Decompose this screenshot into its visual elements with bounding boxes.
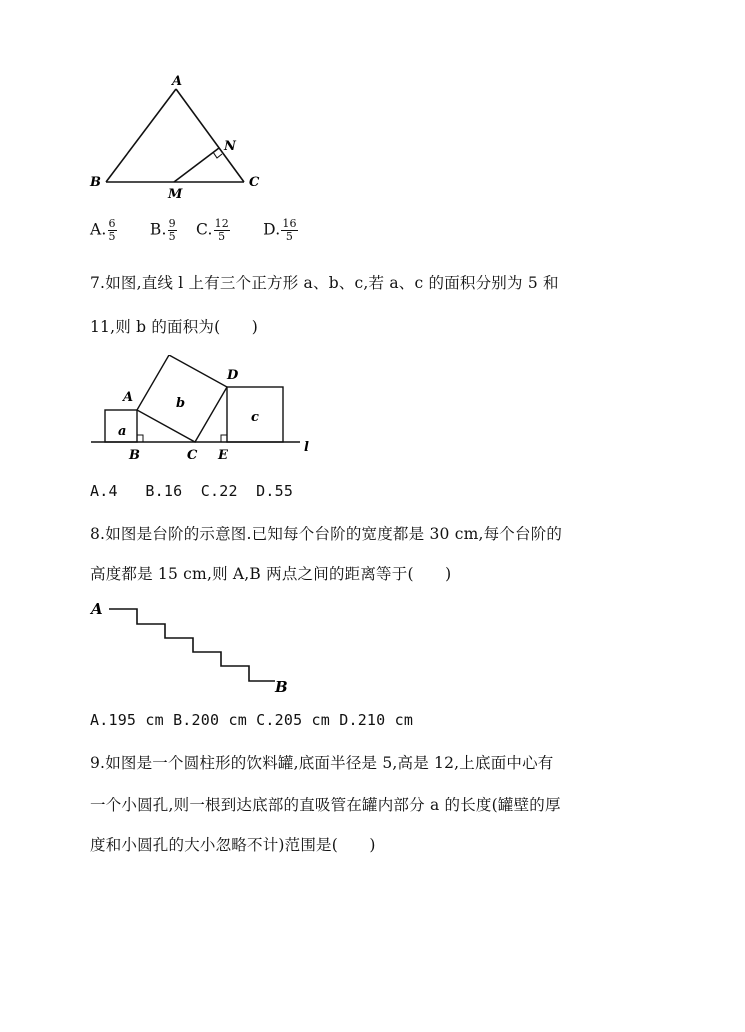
label-square-a: a	[118, 424, 127, 439]
label-n: N	[224, 139, 236, 154]
label-d: D	[227, 368, 239, 383]
option-label: A.	[90, 220, 107, 239]
q7-options: A.4 B.16 C.22 D.55	[90, 482, 294, 500]
side-ab	[106, 89, 176, 182]
label-l: l	[304, 440, 309, 455]
numerator: 9	[168, 217, 176, 230]
denominator: 5	[285, 229, 294, 243]
option-label: B.	[149, 220, 167, 239]
label-m: M	[168, 187, 183, 202]
right-angle-mark-b	[137, 435, 143, 442]
label-a: A	[172, 74, 183, 89]
label-a: A	[91, 600, 103, 618]
q9-line-1: 9.如图是一个圆柱形的饮料罐,底面半径是 5,高是 12,上底面中心有	[90, 754, 554, 772]
right-angle-mark	[213, 152, 222, 158]
steps	[109, 609, 275, 681]
staircase-figure	[85, 596, 305, 696]
numerator: 16	[282, 217, 297, 230]
label-square-b: b	[176, 396, 186, 411]
numerator: 6	[108, 217, 116, 230]
option-label: C.	[195, 220, 213, 239]
segment-mn	[174, 148, 219, 182]
q8-line-1: 8.如图是台阶的示意图.已知每个台阶的宽度都是 30 cm,每个台阶的	[90, 525, 563, 543]
fraction	[281, 218, 297, 242]
q6-option-a	[90, 218, 117, 242]
fraction	[168, 218, 177, 242]
denominator: 5	[218, 229, 226, 243]
q9-line-3: 度和小圆孔的大小忽略不计)范围是( )	[90, 836, 376, 854]
option-label: D.	[263, 220, 281, 239]
q6-option-b	[150, 218, 177, 242]
q8-options: A.195 cm B.200 cm C.205 cm D.210 cm	[90, 711, 414, 729]
right-angle-mark-e	[221, 435, 227, 442]
label-b: B	[90, 175, 101, 190]
denominator: 5	[168, 229, 176, 243]
q6-option-c	[196, 218, 230, 242]
fraction	[108, 218, 117, 242]
label-e: E	[218, 448, 228, 463]
q7-line-2: 11,则 b 的面积为( )	[90, 318, 259, 336]
label-square-c: c	[251, 410, 259, 425]
label-b: B	[275, 678, 288, 696]
label-c: C	[187, 448, 198, 463]
label-b: B	[129, 448, 140, 463]
numerator: 12	[214, 217, 229, 230]
side-ac	[176, 89, 244, 182]
triangle-figure	[80, 70, 280, 205]
denominator: 5	[108, 229, 116, 243]
q8-line-2: 高度都是 15 cm,则 A,B 两点之间的距离等于( )	[90, 565, 452, 583]
squares-figure	[85, 355, 335, 470]
q7-line-1: 7.如图,直线 l 上有三个正方形 a、b、c,若 a、c 的面积分别为 5 和	[90, 274, 559, 292]
q6-option-d	[263, 218, 298, 242]
label-a: A	[123, 390, 134, 405]
label-c: C	[249, 175, 260, 190]
q6-options	[90, 218, 298, 242]
q9-line-2: 一个小圆孔,则一根到达底部的直吸管在罐内部分 a 的长度(罐壁的厚	[90, 796, 561, 814]
fraction	[214, 218, 230, 242]
